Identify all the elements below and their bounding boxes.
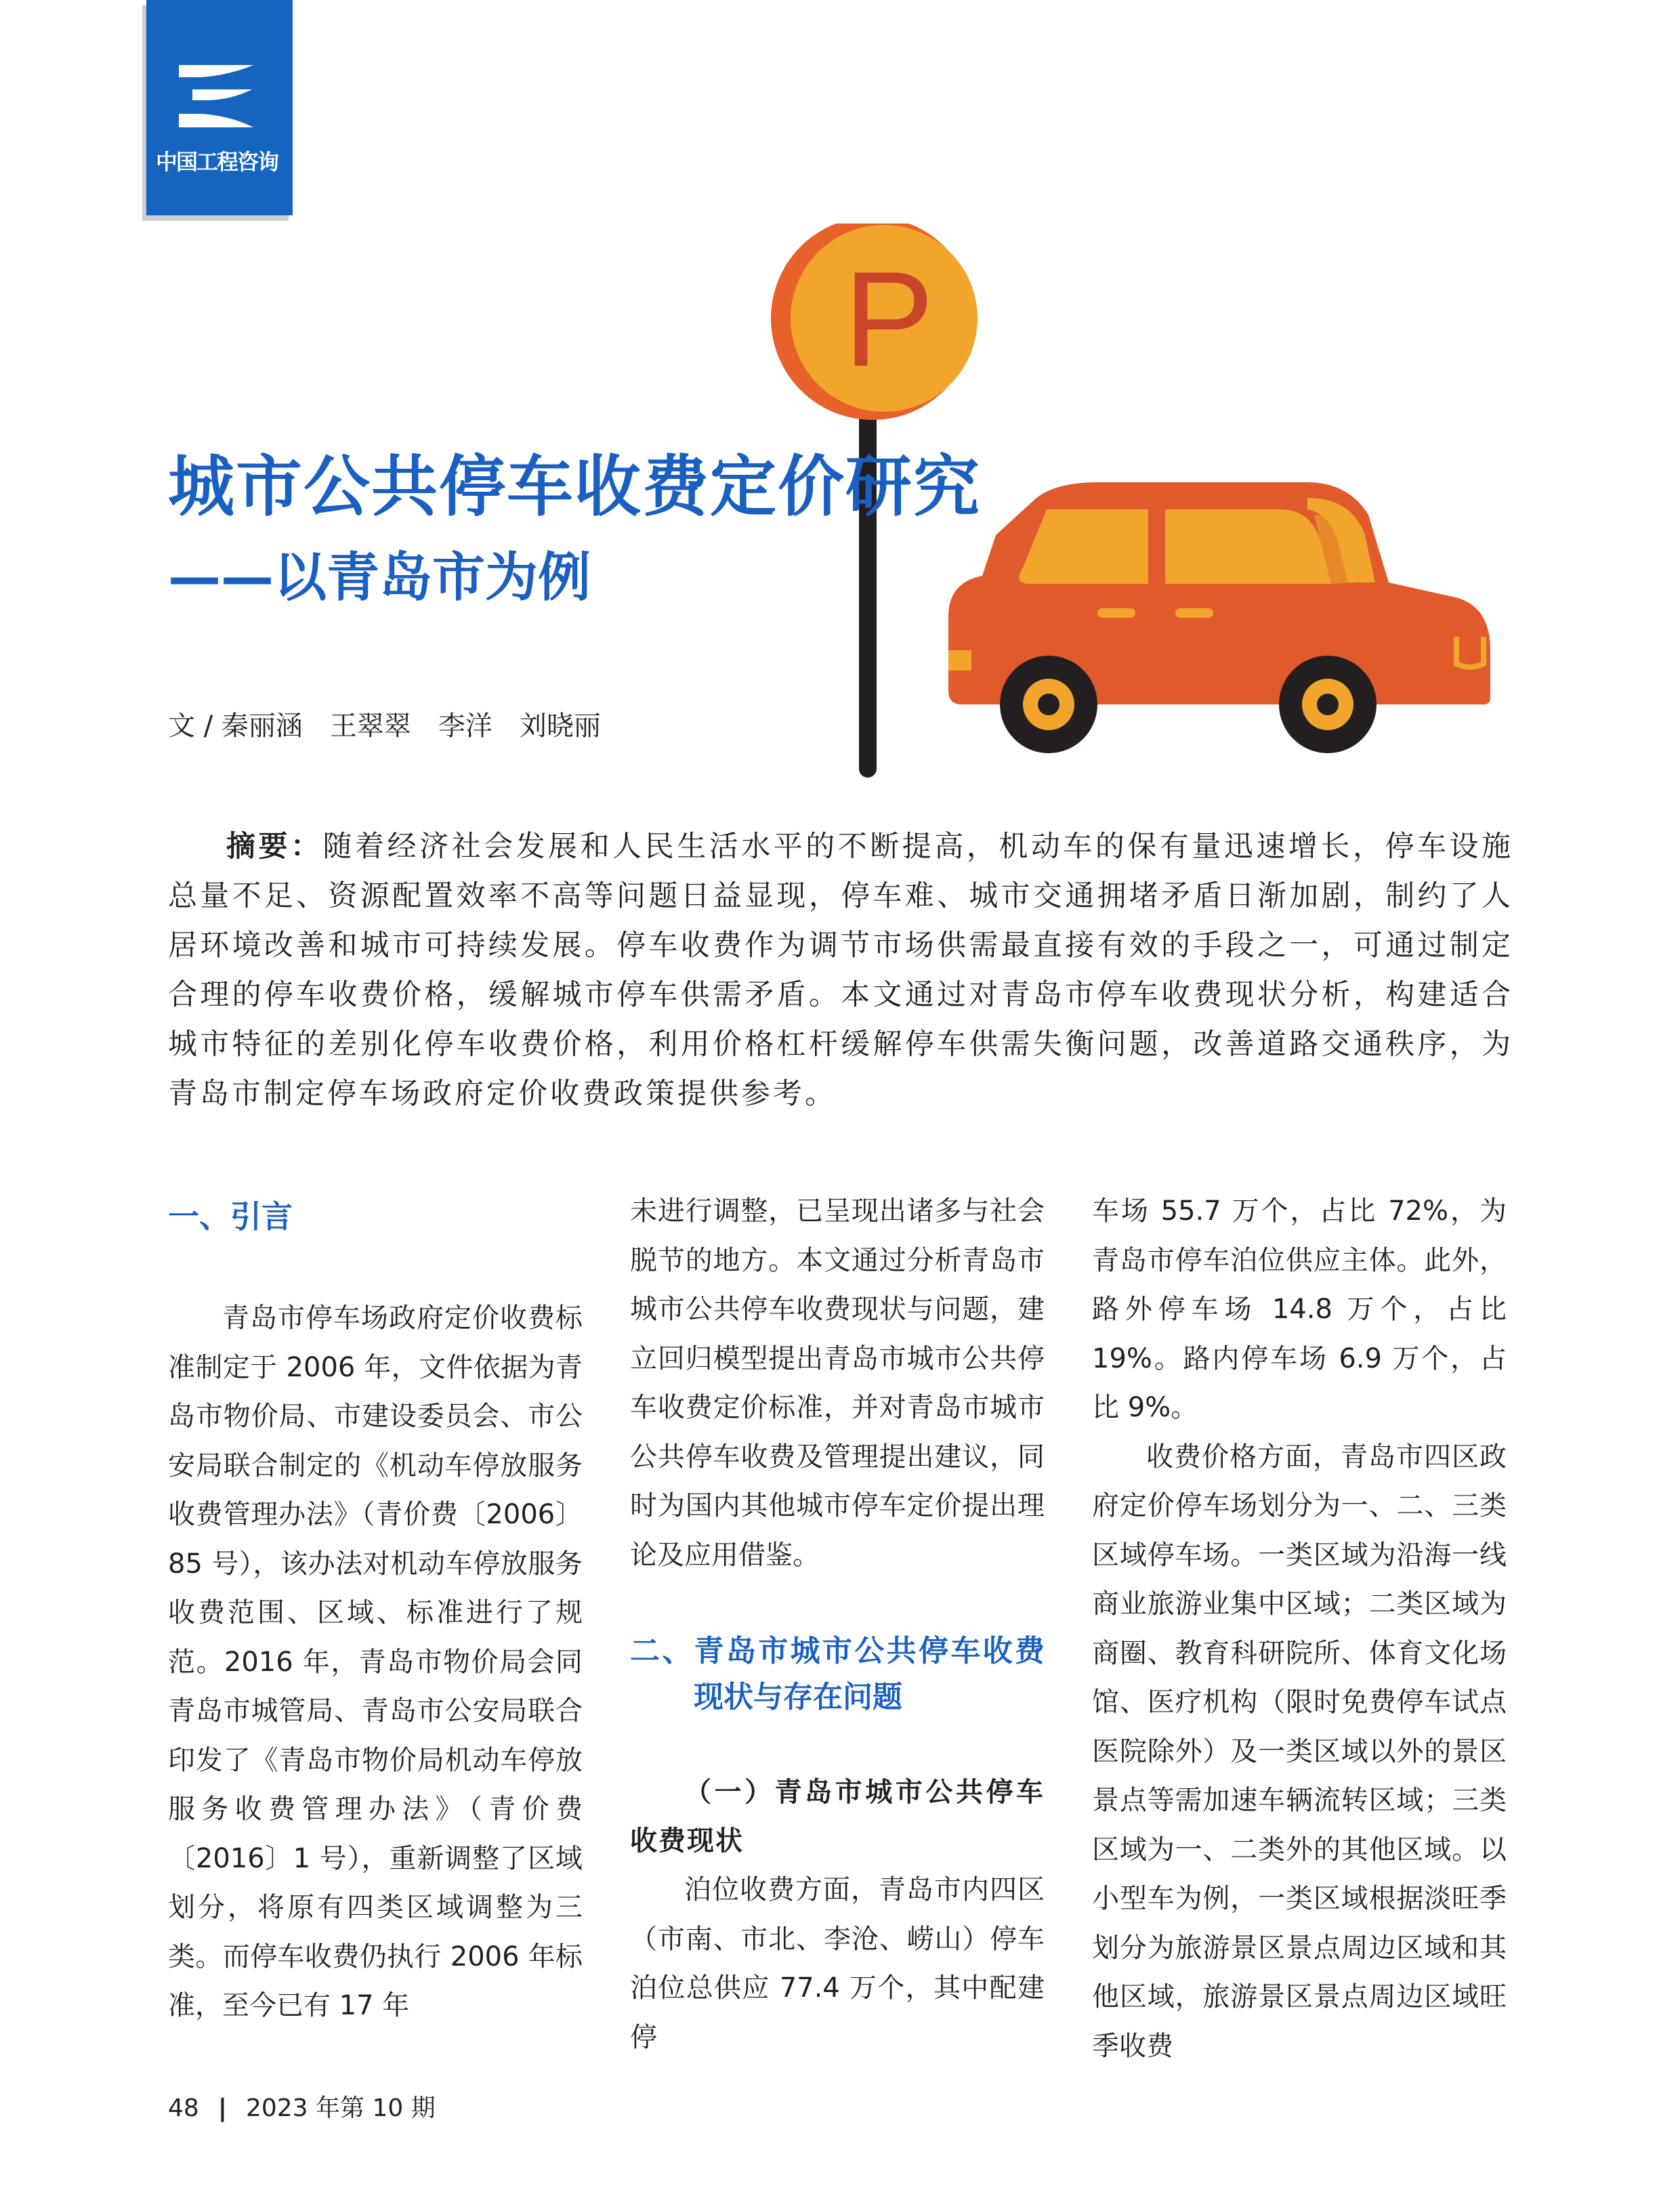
car-icon [948, 482, 1490, 753]
paragraph: 泊位收费方面，青岛市内四区（市南、市北、李沧、崂山）停车泊位总供应 77.4 万个，其中配建停 [630, 1874, 1045, 2053]
page-number: 48 [168, 2094, 199, 2122]
abstract [168, 822, 1513, 1119]
body-column-3 [1092, 1187, 1507, 2071]
journal-name: 中国工程咨询 [156, 149, 278, 175]
journal-logo-icon [172, 60, 267, 134]
paragraph: 青岛市停车场政府定价收费标准制定于 2006 年，文件依据为青岛市物价局、市建设委员会、市公安局联合制定的《机动车停放服务收费管理办法》（青价费〔2006〕85 号），该办法对机动车停放服务收费范围、区域、标准进行了规范。2016 年，青岛市物价局会同青岛市城管局、青岛市公安局联合印发了《青岛市物价局机动车停放服务收费管理办法》（青价费〔2016〕1 号），重新调整了区域划分，将原有四类区域调整为三类。而停车收费仍执行 2006 年标准，至今已有 17 年 [168, 1303, 583, 2021]
section-heading-intro: 一、引言 [168, 1198, 293, 1235]
author-line: 文 / 秦丽涵 王翠翠 李洋 刘晓丽 [168, 711, 601, 742]
paragraph: 车场 55.7 万个，占比 72%，为青岛市停车泊位供应主体。此外，路外停车场 14.8 万个，占比 19%。路内停车场 6.9 万个，占比 9%。 [1092, 1196, 1507, 1423]
section-heading-status: 二、青岛市城市公共停车收费现状与存在问题 [630, 1634, 1045, 1714]
article-title: 城市公共停车收费定价研究 [168, 448, 982, 526]
subsection-heading: （一）青岛市城市公共停车收费现状 [630, 1777, 1045, 1857]
paragraph: 未进行调整，已呈现出诸多与社会脱节的地方。本文通过分析青岛市城市公共停车收费现状与问题，建立回归模型提出青岛市城市公共停车收费定价标准，并对青岛市城市公共停车收费及管理提出建议，同时为国内其他城市停车定价提出理论及应用借鉴。 [630, 1196, 1045, 1571]
footer-separator: | [217, 2094, 227, 2122]
abstract-text: 随着经济社会发展和人民生活水平的不断提高，机动车的保有量迅速增长，停车设施总量不足、资源配置效率不高等问题日益显现，停车难、城市交通拥堵矛盾日渐加剧，制约了人居环境改善和城市可持续发展。停车收费作为调节市场供需最直接有效的手段之一，可通过制定合理的停车收费价格，缓解城市停车供需矛盾。本文通过对青岛市停车收费现状分析，构建适合城市特征的差别化停车收费价格，利用价格杠杆缓解停车供需失衡问题，改善道路交通秩序，为青岛市制定停车场政府定价收费政策提供参考。 [168, 830, 1514, 1111]
body-column-1 [168, 1187, 583, 2031]
paragraph: 收费价格方面，青岛市四区政府定价停车场划分为一、二、三类区域停车场。一类区域为沿海一线商业旅游业集中区域；二类区域为商圈、教育科研院所、体育文化场馆、医疗机构（限时免费停车试点医院除外）及一类区域以外的景区景点等需加速车辆流转区域；三类区域为一、二类外的其他区域。以小型车为例，一类区域根据淡旺季划分为旅游景区景点周边区域和其他区域，旅游景区景点周边区域旺季收费 [1092, 1441, 1507, 2062]
journal-tab [146, 0, 293, 215]
page-footer [168, 2089, 436, 2123]
parking-sign-letter: P [843, 244, 934, 395]
article-subtitle: ——以青岛市为例 [168, 547, 591, 608]
abstract-label: 摘要： [226, 830, 323, 864]
issue-label: 2023 年第 10 期 [245, 2094, 436, 2122]
body-column-2 [630, 1187, 1045, 2062]
